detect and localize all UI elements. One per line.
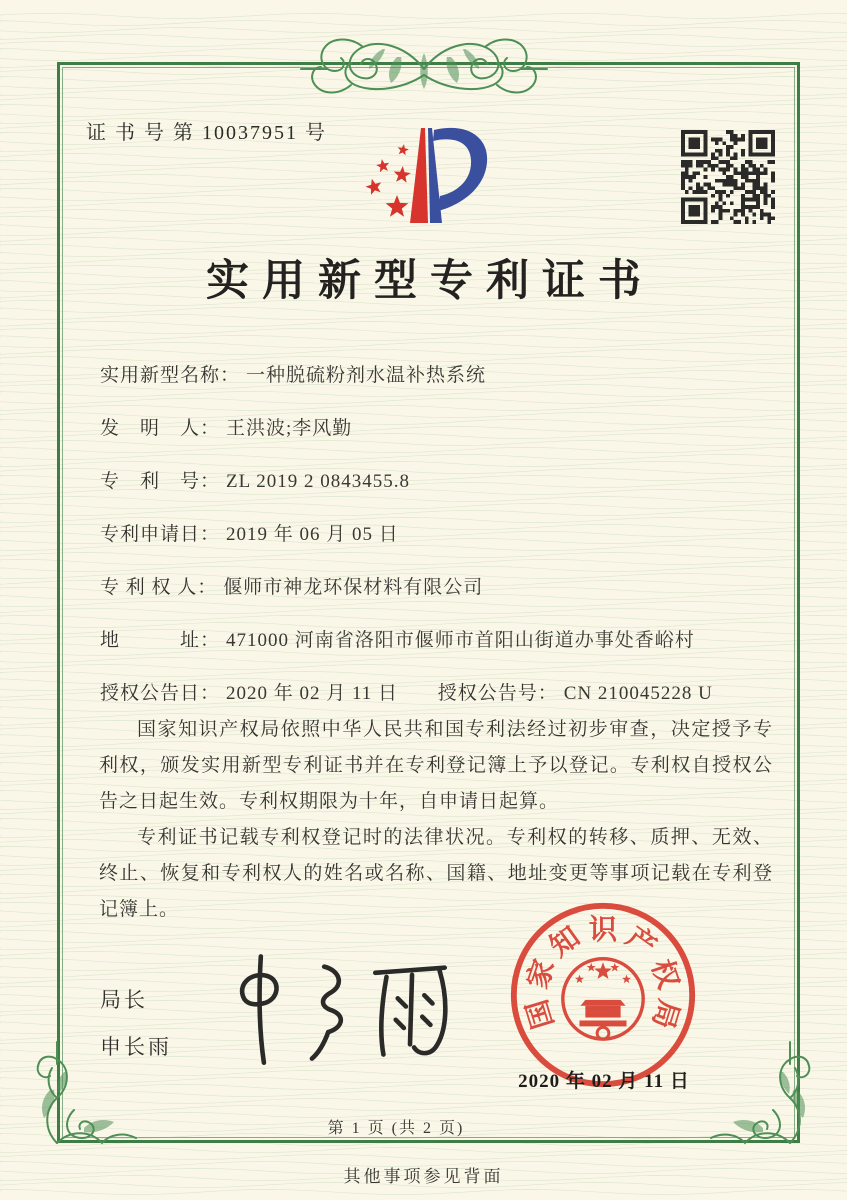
- qr-code: [681, 130, 775, 224]
- official-seal-icon: [505, 897, 701, 1093]
- svg-text:权: 权: [645, 955, 684, 993]
- field-row-filing-date: [100, 521, 780, 548]
- grant-row: [100, 680, 780, 707]
- field-value: 一种脱硫粉剂水温补热系统: [246, 365, 487, 386]
- field-label: 发 明 人：: [100, 418, 221, 439]
- bottom-right-ornament-icon: [707, 1038, 835, 1166]
- field-label: 专 利 号：: [100, 471, 221, 492]
- seal-date: 2020 年 02 月 11 日: [518, 1071, 690, 1092]
- certificate-number: 证 书 号 第 10037951 号: [86, 122, 327, 144]
- grant-number: 授权公告号： CN 210045228 U: [437, 683, 713, 704]
- field-label: 地 址：: [100, 630, 221, 651]
- director-name: 申长雨: [100, 1035, 172, 1059]
- field-label: 实用新型名称：: [100, 365, 241, 386]
- page-number: 第 1 页 (共 2 页): [327, 1120, 465, 1137]
- field-value: 偃师市神龙环保材料有限公司: [223, 577, 484, 598]
- field-value: 王洪波;李风勤: [226, 418, 353, 439]
- cnipa-logo-icon: [350, 112, 520, 237]
- legal-paragraph-2: 专利证书记载专利权登记时的法律状况。专利权的转移、质押、无效、终止、恢复和专利权人的姓名或名称、国籍、地址变更等事项记载在专利登记簿上。: [99, 827, 773, 920]
- svg-text:知: 知: [544, 921, 586, 964]
- field-label: 专利申请日：: [100, 524, 221, 545]
- legal-paragraph-1: 国家知识产权局依照中华人民共和国专利法经过初步审查，决定授予专利权，颁发实用新型专利证书并在专利登记簿上予以登记。专利权自授权公告之日起生效。专利权期限为十年，自申请日起算。: [99, 719, 773, 812]
- national-emblem: [563, 959, 643, 1039]
- svg-text:家: 家: [522, 955, 561, 993]
- field-row-address: [100, 627, 780, 654]
- field-value: 2019 年 06 月 05 日: [226, 524, 399, 545]
- field-row-patentee: [100, 574, 780, 601]
- field-list: [100, 362, 780, 733]
- director-signature: [222, 942, 457, 1070]
- field-value: 471000 河南省洛阳市偃师市首阳山街道办事处香峪村: [226, 630, 695, 651]
- top-border-ornament-icon: [299, 27, 549, 103]
- director-title: 局长: [100, 988, 148, 1012]
- field-row-patent-no: [100, 468, 780, 495]
- svg-text:国: 国: [522, 995, 561, 1033]
- certificate-title: 实用新型专利证书: [206, 258, 654, 305]
- field-row-name: [100, 362, 780, 389]
- svg-text:局: 局: [645, 995, 684, 1033]
- back-note: 其他事项参见背面: [343, 1167, 504, 1186]
- field-row-inventors: [100, 415, 780, 442]
- director-block: [100, 984, 172, 1078]
- field-label: 专 利 权 人：: [100, 577, 218, 598]
- grant-date: 授权公告日： 2020 年 02 月 11 日: [100, 683, 399, 704]
- field-value: ZL 2019 2 0843455.8: [226, 471, 411, 492]
- svg-text:识: 识: [588, 914, 618, 946]
- legal-text: [99, 712, 773, 928]
- svg-text:产: 产: [620, 921, 662, 964]
